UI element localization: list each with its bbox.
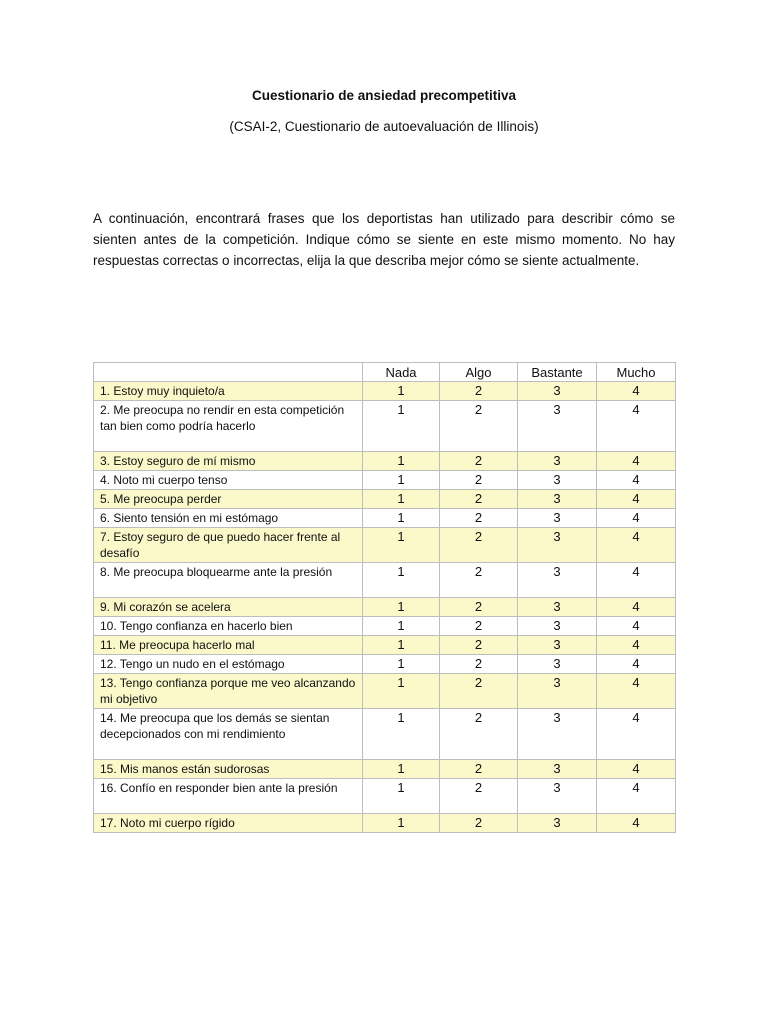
score-mucho[interactable]: 4 — [597, 490, 676, 509]
score-mucho[interactable]: 4 — [597, 401, 676, 452]
item-text: 1. Estoy muy inquieto/a — [94, 382, 363, 401]
score-algo[interactable]: 2 — [440, 471, 518, 490]
score-algo[interactable]: 2 — [440, 563, 518, 598]
table-row — [94, 655, 676, 674]
header-item — [94, 363, 363, 382]
header-mucho: Mucho — [597, 363, 676, 382]
header-nada: Nada — [363, 363, 440, 382]
item-text: 6. Siento tensión en mi estómago — [94, 509, 363, 528]
item-text: 4. Noto mi cuerpo tenso — [94, 471, 363, 490]
item-text: 17. Noto mi cuerpo rígido — [94, 814, 363, 833]
score-mucho[interactable]: 4 — [597, 452, 676, 471]
intro-paragraph: A continuación, encontrará frases que los deportistas han utilizado para describir cómo se sienten antes de la competición. Indique cómo se siente en este mismo momento. No hay respuestas correctas o incorrectas, elija la que describa mejor cómo se siente actualmente. — [93, 211, 675, 268]
score-nada[interactable]: 1 — [363, 490, 440, 509]
score-nada[interactable]: 1 — [363, 509, 440, 528]
table-row — [94, 709, 676, 760]
table-row — [94, 401, 676, 452]
score-bastante[interactable]: 3 — [518, 814, 597, 833]
score-bastante[interactable]: 3 — [518, 563, 597, 598]
item-text: 10. Tengo confianza en hacerlo bien — [94, 617, 363, 636]
table-row — [94, 598, 676, 617]
score-algo[interactable]: 2 — [440, 636, 518, 655]
score-algo[interactable]: 2 — [440, 382, 518, 401]
header-bastante: Bastante — [518, 363, 597, 382]
item-text: 9. Mi corazón se acelera — [94, 598, 363, 617]
score-bastante[interactable]: 3 — [518, 528, 597, 563]
score-mucho[interactable]: 4 — [597, 563, 676, 598]
score-algo[interactable]: 2 — [440, 779, 518, 814]
document-title: Cuestionario de ansiedad precompetitiva — [251, 88, 517, 103]
score-algo[interactable]: 2 — [440, 401, 518, 452]
score-bastante[interactable]: 3 — [518, 655, 597, 674]
score-nada[interactable]: 1 — [363, 452, 440, 471]
score-bastante[interactable]: 3 — [518, 598, 597, 617]
score-nada[interactable]: 1 — [363, 471, 440, 490]
score-algo[interactable]: 2 — [440, 814, 518, 833]
score-mucho[interactable]: 4 — [597, 655, 676, 674]
score-nada[interactable]: 1 — [363, 655, 440, 674]
table-row — [94, 382, 676, 401]
score-algo[interactable]: 2 — [440, 509, 518, 528]
score-bastante[interactable]: 3 — [518, 636, 597, 655]
questionnaire-table — [93, 362, 676, 833]
score-mucho[interactable]: 4 — [597, 779, 676, 814]
score-bastante[interactable]: 3 — [518, 509, 597, 528]
score-nada[interactable]: 1 — [363, 674, 440, 709]
table-row — [94, 617, 676, 636]
score-nada[interactable]: 1 — [363, 528, 440, 563]
score-bastante[interactable]: 3 — [518, 452, 597, 471]
item-text: 7. Estoy seguro de que puedo hacer frente al desafío — [94, 528, 363, 563]
score-bastante[interactable]: 3 — [518, 382, 597, 401]
table-row — [94, 674, 676, 709]
score-nada[interactable]: 1 — [363, 709, 440, 760]
item-text: 16. Confío en responder bien ante la presión — [94, 779, 363, 814]
item-text: 12. Tengo un nudo en el estómago — [94, 655, 363, 674]
table-row — [94, 563, 676, 598]
item-text: 13. Tengo confianza porque me veo alcanzando mi objetivo — [94, 674, 363, 709]
item-text: 8. Me preocupa bloquearme ante la presión — [94, 563, 363, 598]
table-row — [94, 490, 676, 509]
score-algo[interactable]: 2 — [440, 598, 518, 617]
score-bastante[interactable]: 3 — [518, 709, 597, 760]
score-algo[interactable]: 2 — [440, 674, 518, 709]
item-text: 15. Mis manos están sudorosas — [94, 760, 363, 779]
score-bastante[interactable]: 3 — [518, 490, 597, 509]
score-algo[interactable]: 2 — [440, 655, 518, 674]
score-nada[interactable]: 1 — [363, 779, 440, 814]
score-nada[interactable]: 1 — [363, 760, 440, 779]
table-header-row — [94, 363, 676, 382]
table-row — [94, 779, 676, 814]
table-body — [94, 382, 676, 833]
score-nada[interactable]: 1 — [363, 563, 440, 598]
score-mucho[interactable]: 4 — [597, 509, 676, 528]
score-bastante[interactable]: 3 — [518, 674, 597, 709]
score-algo[interactable]: 2 — [440, 528, 518, 563]
document-subtitle: (CSAI-2, Cuestionario de autoevaluación de Illinois) — [229, 119, 539, 134]
score-nada[interactable]: 1 — [363, 401, 440, 452]
table-row — [94, 636, 676, 655]
table-row — [94, 814, 676, 833]
score-mucho[interactable]: 4 — [597, 382, 676, 401]
score-mucho[interactable]: 4 — [597, 760, 676, 779]
score-algo[interactable]: 2 — [440, 709, 518, 760]
score-nada[interactable]: 1 — [363, 382, 440, 401]
item-text: 11. Me preocupa hacerlo mal — [94, 636, 363, 655]
score-algo[interactable]: 2 — [440, 760, 518, 779]
score-mucho[interactable]: 4 — [597, 674, 676, 709]
table-row — [94, 452, 676, 471]
score-nada[interactable]: 1 — [363, 814, 440, 833]
table-row — [94, 509, 676, 528]
score-nada[interactable]: 1 — [363, 617, 440, 636]
table-row — [94, 528, 676, 563]
score-mucho[interactable]: 4 — [597, 636, 676, 655]
score-mucho[interactable]: 4 — [597, 617, 676, 636]
score-mucho[interactable]: 4 — [597, 709, 676, 760]
score-mucho[interactable]: 4 — [597, 471, 676, 490]
item-text: 3. Estoy seguro de mí mismo — [94, 452, 363, 471]
score-mucho[interactable]: 4 — [597, 598, 676, 617]
item-text: 5. Me preocupa perder — [94, 490, 363, 509]
table-row — [94, 471, 676, 490]
score-algo[interactable]: 2 — [440, 490, 518, 509]
score-algo[interactable]: 2 — [440, 452, 518, 471]
score-bastante[interactable]: 3 — [518, 401, 597, 452]
score-algo[interactable]: 2 — [440, 617, 518, 636]
header-algo: Algo — [440, 363, 518, 382]
table-row — [94, 760, 676, 779]
score-nada[interactable]: 1 — [363, 598, 440, 617]
score-bastante[interactable]: 3 — [518, 471, 597, 490]
score-bastante[interactable]: 3 — [518, 760, 597, 779]
score-nada[interactable]: 1 — [363, 636, 440, 655]
item-text: 2. Me preocupa no rendir en esta competición tan bien como podría hacerlo — [94, 401, 363, 452]
score-bastante[interactable]: 3 — [518, 779, 597, 814]
score-bastante[interactable]: 3 — [518, 617, 597, 636]
item-text: 14. Me preocupa que los demás se sientan decepcionados con mi rendimiento — [94, 709, 363, 760]
score-mucho[interactable]: 4 — [597, 814, 676, 833]
score-mucho[interactable]: 4 — [597, 528, 676, 563]
